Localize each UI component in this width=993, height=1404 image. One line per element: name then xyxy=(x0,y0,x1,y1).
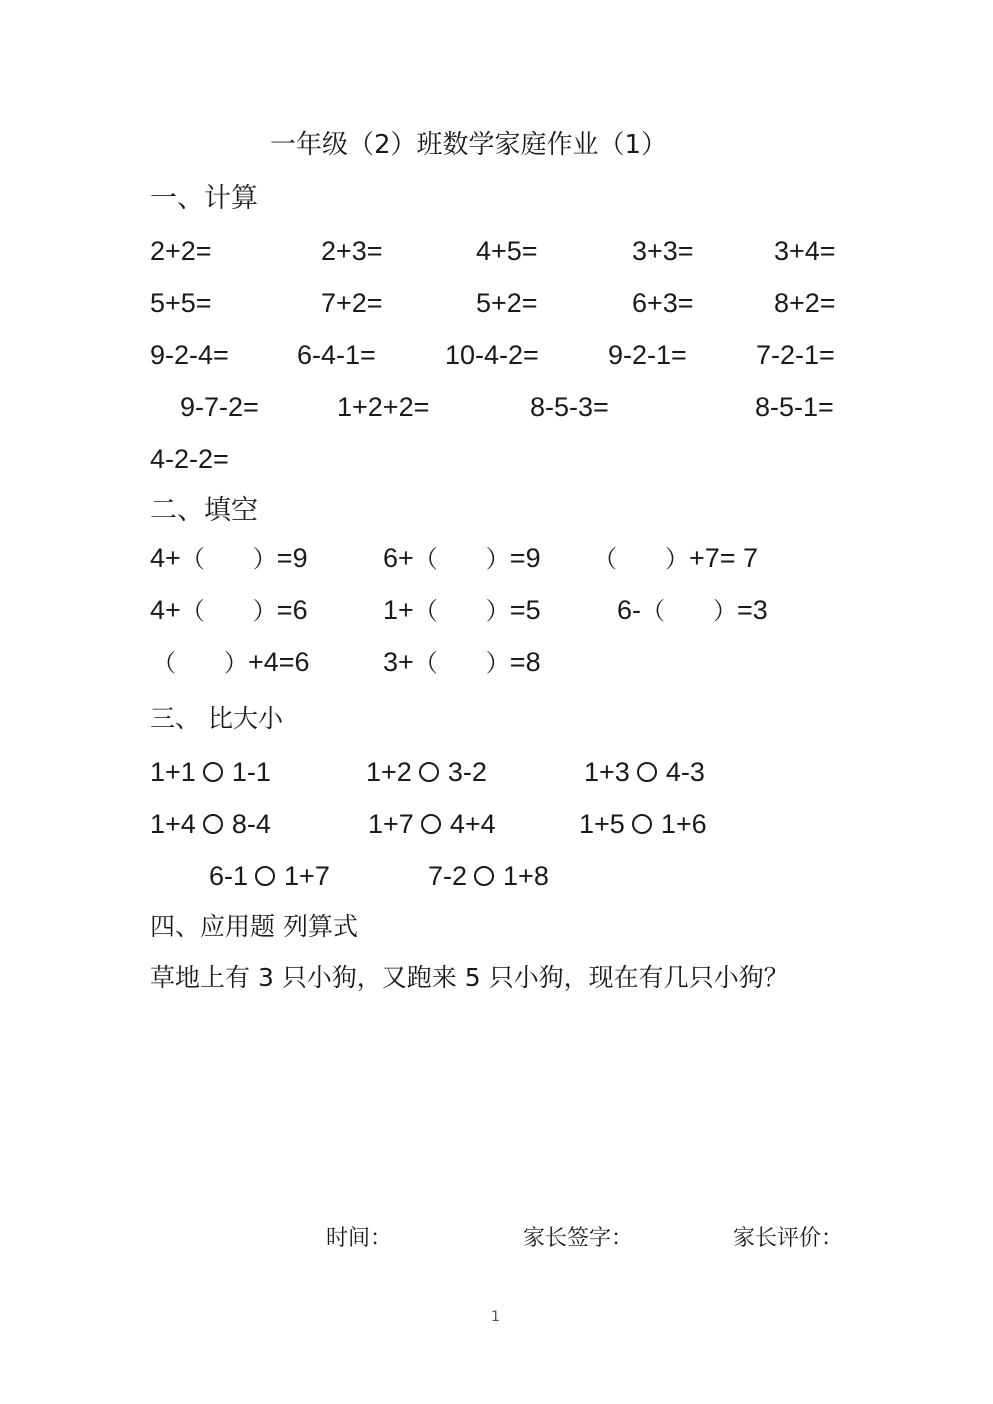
calc-item: 2+3= xyxy=(321,236,383,266)
compare-circle[interactable] xyxy=(203,762,223,782)
compare-circle[interactable] xyxy=(421,814,441,834)
calc-item: 7+2= xyxy=(321,288,383,318)
section-heading-fill-blank: 二、填空 xyxy=(150,495,258,526)
word-problem-text: 草地上有 3 只小狗，又跑来 5 只小狗，现在有几只小狗？ xyxy=(150,963,789,992)
compare-item: 1+3 4-3 xyxy=(584,757,705,787)
compare-item: 7-2 1+8 xyxy=(428,861,549,891)
fill-item: （ ）+4=6 xyxy=(152,647,310,677)
compare-item: 1+2 3-2 xyxy=(366,757,487,787)
fill-item: 6-（ ）=3 xyxy=(617,595,768,625)
calc-item: 8-5-1= xyxy=(755,392,834,422)
footer-time-label: 时间： xyxy=(326,1226,393,1251)
fill-item: 6+（ ）=9 xyxy=(383,543,541,573)
calc-item: 5+5= xyxy=(150,288,212,318)
compare-circle[interactable] xyxy=(203,814,223,834)
calc-item: 4+5= xyxy=(476,236,538,266)
calc-item: 5+2= xyxy=(476,288,538,318)
calc-item: 9-2-4= xyxy=(150,340,229,370)
calc-item: 7-2-1= xyxy=(756,340,835,370)
calc-item: 3+3= xyxy=(632,236,694,266)
calc-item: 2+2= xyxy=(150,236,212,266)
calc-item: 8-5-3= xyxy=(530,392,609,422)
compare-circle[interactable] xyxy=(474,866,494,886)
fill-item: 4+（ ）=6 xyxy=(150,595,308,625)
compare-circle[interactable] xyxy=(632,814,652,834)
footer-parent-eval-label: 家长评价： xyxy=(733,1226,844,1251)
page-title: 一年级（2）班数学家庭作业（1） xyxy=(270,130,668,160)
calc-item: 8+2= xyxy=(774,288,836,318)
section-heading-compare: 三、 比大小 xyxy=(150,704,283,733)
calc-item: 4-2-2= xyxy=(150,444,229,474)
section-heading-calculation: 一、计算 xyxy=(150,183,258,214)
compare-circle[interactable] xyxy=(419,762,439,782)
compare-item: 1+1 1-1 xyxy=(150,757,271,787)
calc-item: 3+4= xyxy=(774,236,836,266)
compare-item: 1+5 1+6 xyxy=(579,809,707,839)
section-heading-word-problem: 四、应用题 列算式 xyxy=(150,912,358,941)
compare-item: 1+4 8-4 xyxy=(150,809,271,839)
calc-item: 10-4-2= xyxy=(445,340,539,370)
calc-item: 6-4-1= xyxy=(297,340,376,370)
fill-item: （ ）+7= 7 xyxy=(593,543,759,573)
page-number: 1 xyxy=(491,1309,500,1325)
calc-item: 9-2-1= xyxy=(608,340,687,370)
compare-circle[interactable] xyxy=(255,866,275,886)
fill-item: 1+（ ）=5 xyxy=(383,595,541,625)
compare-circle[interactable] xyxy=(637,762,657,782)
calc-item: 9-7-2= xyxy=(180,392,259,422)
calc-item: 6+3= xyxy=(632,288,694,318)
fill-item: 3+（ ）=8 xyxy=(383,647,541,677)
compare-item: 1+7 4+4 xyxy=(368,809,496,839)
fill-item: 4+（ ）=9 xyxy=(150,543,308,573)
footer-parent-sign-label: 家长签字： xyxy=(523,1226,634,1251)
calc-item: 1+2+2= xyxy=(337,392,430,422)
compare-item: 6-1 1+7 xyxy=(209,861,330,891)
